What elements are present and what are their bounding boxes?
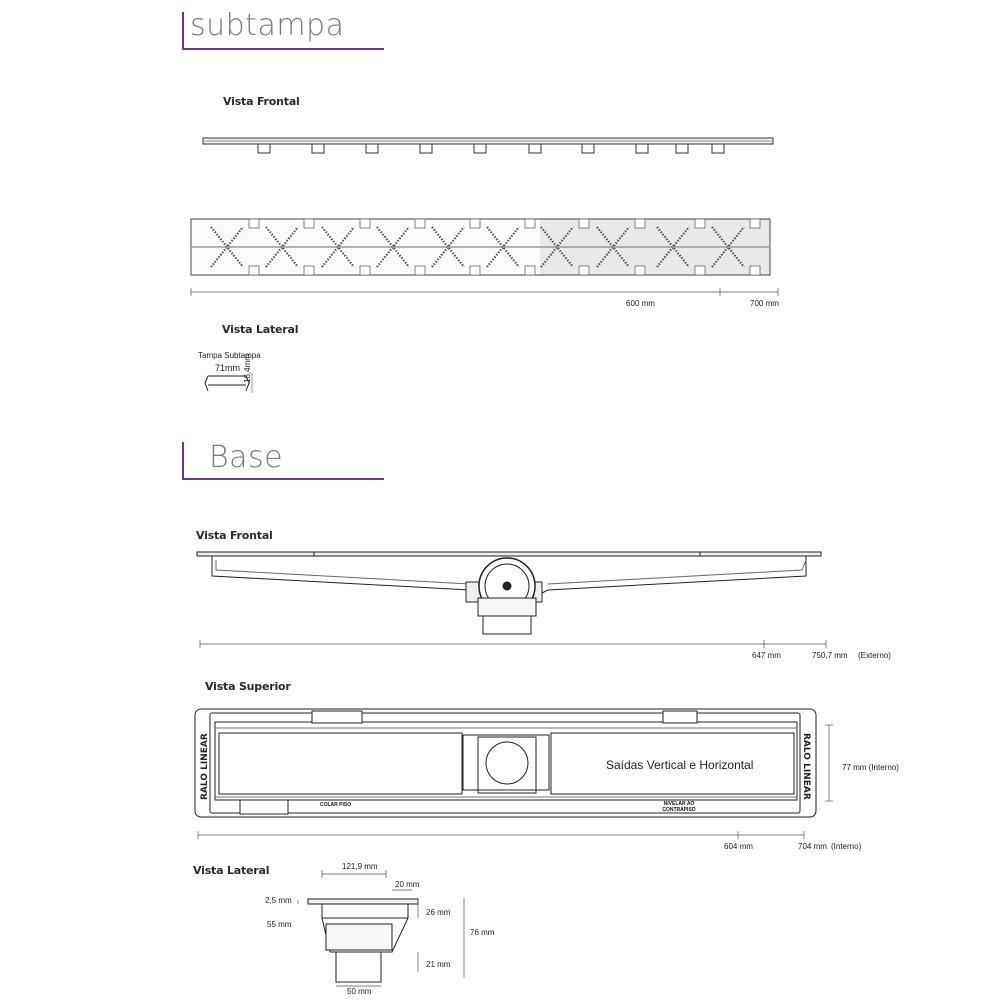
base-dim-21: 21 mm xyxy=(426,960,451,969)
base-vista-superior-label: Vista Superior xyxy=(205,680,291,693)
base-interno-label: (Interno) xyxy=(831,842,862,851)
base-dim-76: 76 mm xyxy=(470,928,495,937)
subtampa-dim-600: 600 mm xyxy=(626,299,655,308)
base-vista-frontal-label: Vista Frontal xyxy=(196,529,273,542)
base-dim-25: 2,5 mm xyxy=(265,896,292,905)
frontal-tab xyxy=(366,144,378,153)
subtampa-dim-700: 700 mm xyxy=(750,299,779,308)
subtampa-dim-16: 16,4mm xyxy=(243,354,252,383)
frontal-tab xyxy=(529,144,541,153)
base-dim-77: 77 mm (Interno) xyxy=(842,763,899,772)
base-section-title: Base xyxy=(209,440,284,475)
subtampa-top-grate xyxy=(191,219,770,275)
frontal-tab xyxy=(582,144,594,153)
embossed-nivelar: NIVELAR AO CONTRAPISO xyxy=(662,801,696,813)
subtampa-dimension-line xyxy=(191,288,778,296)
base-frontal-dimension-line xyxy=(200,640,826,648)
saidas-label: Saídas Vertical e Horizontal xyxy=(606,758,754,772)
base-dim-26: 26 mm xyxy=(426,908,451,917)
frontal-tab xyxy=(420,144,432,153)
base-externo-label: (Externo) xyxy=(858,651,891,660)
subtampa-dim-71: 71mm xyxy=(215,363,241,373)
subtampa-vista-frontal-label: Vista Frontal xyxy=(223,95,300,108)
frontal-tab xyxy=(312,144,324,153)
base-dim-604: 604 mm xyxy=(724,842,753,851)
base-frontal-body xyxy=(197,552,821,634)
base-dim-20: 20 mm xyxy=(395,880,420,889)
base-dim-50: 50 mm xyxy=(347,987,372,996)
subtampa-frontal-strip xyxy=(203,138,773,153)
base-lateral-view xyxy=(308,899,418,982)
base-dim-647: 647 mm xyxy=(752,651,781,660)
ralo-linear-left-label: RALO LINEAR xyxy=(200,733,210,800)
frontal-tab xyxy=(258,144,270,153)
embossed-colar-piso: COLAR PISO xyxy=(320,802,352,808)
base-dim-704: 704 mm xyxy=(798,842,827,851)
base-dim-55: 55 mm xyxy=(267,920,292,929)
frontal-tab xyxy=(474,144,486,153)
frontal-tab xyxy=(636,144,648,153)
ralo-linear-right-label: RALO LINEAR xyxy=(801,733,811,800)
frontal-tab xyxy=(712,144,724,153)
tampa-subtampa-label: Tampa Subtampa xyxy=(198,351,261,360)
base-top-view xyxy=(195,709,816,817)
base-dim-1219: 121,9 mm xyxy=(342,862,378,871)
subtampa-section-title: subtampa xyxy=(190,8,345,43)
frontal-tab xyxy=(676,144,688,153)
base-vista-lateral-label: Vista Lateral xyxy=(193,864,270,877)
base-dim-7507: 750,7 mm xyxy=(812,651,848,660)
subtampa-lateral-profile xyxy=(205,373,252,393)
subtampa-vista-lateral-label: Vista Lateral xyxy=(222,323,299,336)
